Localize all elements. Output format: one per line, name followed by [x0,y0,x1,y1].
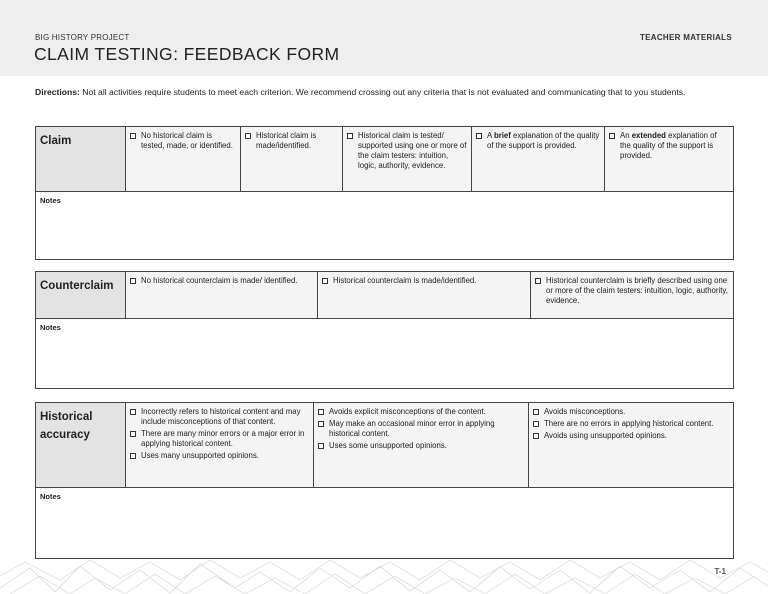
counterclaim-criterion-3: Historical counterclaim is briefly described using one or more of the claim testers: intuition, logic, authority, evidence. [531,272,733,318]
checkbox[interactable] [318,443,324,449]
accuracy-label: Historical accuracy [36,403,126,487]
counterclaim-section [35,271,734,389]
counterclaim-criteria-row [36,272,733,319]
accuracy-criteria-row [36,403,733,488]
claim-criteria-row [36,127,733,192]
counterclaim-label: Counterclaim [36,272,126,318]
checkbox[interactable] [130,409,136,415]
accuracy-notes-area[interactable] [36,488,733,558]
checkbox[interactable] [535,278,541,284]
claim-notes-area[interactable] [36,192,733,259]
project-name: BIG HISTORY PROJECT [35,33,130,42]
checkbox[interactable] [130,278,136,284]
claim-criterion-3: Historical claim is tested/ supported using one or more of the claim testers: intuition, logic, authority, evidence. [343,127,472,191]
checkbox[interactable] [322,278,328,284]
accuracy-column-2: Avoids explicit misconceptions of the content. May make an occasional minor error in applying historical content. Uses some unsupported opinions. [314,403,529,487]
checkbox[interactable] [347,133,353,139]
page-number: T-1 [714,567,726,576]
notes-label: Notes [40,492,61,501]
claim-criterion-2: Historical claim is made/identified. [241,127,343,191]
page-title: CLAIM TESTING: FEEDBACK FORM [34,44,340,64]
decorative-footer-pattern [0,558,768,594]
directions-text: Not all activities require students to meet each criterion. We recommend crossing out any criteria that is not evaluated and communicating that to you students. [79,87,686,97]
checkbox[interactable] [476,133,482,139]
claim-criterion-5: An extended explanation of the quality of the support is provided. [605,127,733,191]
checkbox[interactable] [533,421,539,427]
checkbox[interactable] [609,133,615,139]
counterclaim-notes-area[interactable] [36,319,733,388]
checkbox[interactable] [130,431,136,437]
checkbox[interactable] [533,409,539,415]
notes-label: Notes [40,196,61,205]
materials-label: TEACHER MATERIALS [639,33,732,42]
accuracy-column-3: Avoids misconceptions. There are no errors in applying historical content. Avoids using unsupported opinions. [529,403,733,487]
page-header [0,0,768,76]
counterclaim-criterion-2: Historical counterclaim is made/identified. [318,272,531,318]
notes-label: Notes [40,323,61,332]
accuracy-column-1: Incorrectly refers to historical content and may include misconceptions of that content. There are many minor errors or a major error in applying historical content. Uses many unsupported opinions. [126,403,314,487]
checkbox[interactable] [130,133,136,139]
checkbox[interactable] [533,433,539,439]
directions [35,87,735,98]
counterclaim-criterion-1: No historical counterclaim is made/ identified. [126,272,318,318]
claim-criterion-1: No historical claim is tested, made, or identified. [126,127,241,191]
checkbox[interactable] [318,421,324,427]
claim-section [35,126,734,260]
checkbox[interactable] [318,409,324,415]
claim-label: Claim [36,127,126,191]
claim-criterion-4: A brief explanation of the quality of the support is provided. [472,127,605,191]
directions-label: Directions: [35,87,80,97]
checkbox[interactable] [245,133,251,139]
accuracy-section [35,402,734,559]
checkbox[interactable] [130,453,136,459]
